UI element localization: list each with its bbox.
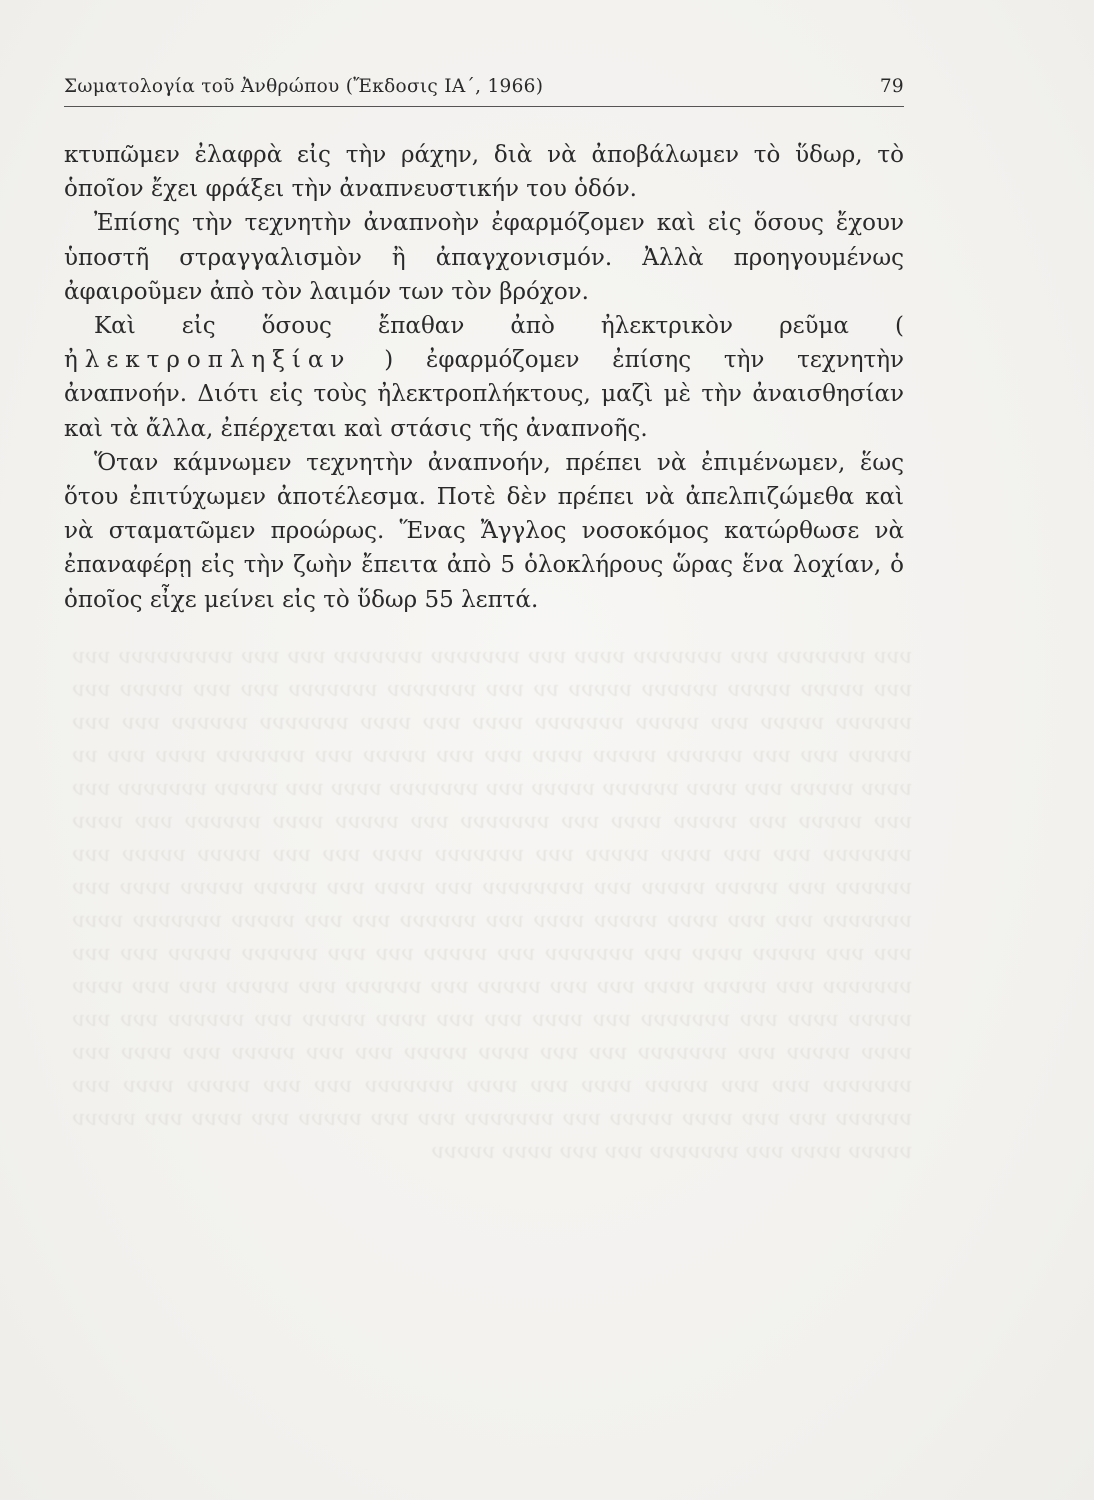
paragraph-3-end: ) ἐφαρμόζομεν ἐπίσης τὴν τεχνητὴν ἀναπνοήν. Διότι εἰς τοὺς ἠλεκτροπλήκτους, μαζὶ μὲ τὴν ἀναισθησίαν καὶ τὰ ἄλλα, ἐπέρχεται καὶ στάσις τῆς ἀναπνοῆς. (64, 347, 905, 442)
paragraph-4: Ὅταν κάμνωμεν τεχνητὴν ἀναπνοήν, πρέπει νὰ ἐπιμένωμεν, ἕως ὅτου ἐπιτύχωμεν ἀποτέλεσμα. Ποτὲ δὲν πρέπει νὰ ἀπελπιζώμεθα καὶ νὰ σταματῶμεν προώρως. Ἕνας Ἄγγλος νοσοκόμος κατώρθωσε νὰ ἐπαναφέρῃ εἰς τὴν ζωὴν ἔπειτα ἀπὸ 5 ὁλοκλήρους ὥρας ἕνα λοχίαν, ὁ ὁποῖος εἶχε μείνει εἰς τὸ ὕδωρ 55 λεπτά. (64, 449, 904, 613)
running-head (64, 72, 904, 104)
spaced-term: ἠλεκτροπληξίαν (64, 347, 352, 374)
running-title: Σωματολογία τοῦ Ἀνθρώπου (Ἔκδοσις ΙΑ΄, 1966) (64, 76, 544, 97)
paragraph-2: Ἐπίσης τὴν τεχνητὴν ἀναπνοὴν ἐφαρμόζομεν καὶ εἰς ὅσους ἔχουν ὑποστῆ στραγγαλισμὸν ἢ ἀπαγχονισμόν. Ἀλλὰ προηγουμένως ἀφαιροῦμεν ἀπὸ τὸν λαιμόν των τὸν βρόχον. (64, 210, 904, 305)
paragraph-3 (64, 309, 904, 446)
page-number: 79 (879, 76, 904, 97)
bleed-through-texture: ννν ννννννν ννν ννννννν νννν ννν ννννννν ννννννν ννν ννν ννννννννν ννν ννν ννννν ννννν νννννν ννννν νν ννν ννννννν ννννννν ννν ννν ννννν ννν νννννν ννννν ννν ννννν ννννννν νννν ννν νννν ννννννν νννννν ννν ννν ννννν ννν ννν νννννν ννννν νννν ννν ννν ννννν ννν ννννννν νννν ννν νν νννν ννννν ννν νννν νννννν ννννν ννν ννννννν νννν ννν ννννν ννννννν ννν ννν ννννν ννν ννννν νννν ννν ννννννν ννν ννννν νννν νννννν ννν νννν ννννννν ννν ννν νννν ννννν ννν ννννννν νννν ννν ννν ννννν ννννν ννν νννννν ννν ννννν ννννν ννν νννννννν ννν νννν ννν ννννν ννννν νννν ννν ννννννν ννν ννν νννν ννννν νννν ννν νννννν ννν ννν ννννν ννννννν νννν ννν ννν ννννν νννν ννν ννννννν ννν ννννν ννν ννν νννννν ννννν ννν ννν ννννννν ννν ννννν νννν ννν ννν ννννν ννν νννννν ννν ννννν ννν ννν νννν ννννν νννν ννν ννννννν ννν νννν ννν ννν νννν ννννν ννν νννννν ννν ννν νννν ννννν ννν ννννννν ννν ννν νννν ννννν ννν ννν ννννν ννν νννν ννν ννννννν ννν ννν ννννν νννν ννν νννν ννννννν ννν ννν ννννν νννν ννν νννννν ννν ννν νννν ννννν ννν ννννννν ννν ννν ννννν ννν νννν ννν ννννν ννννν νννν ννν ννννννν ννν ννν νννν ννννν (72, 644, 912, 1163)
paragraph-3-start: Καὶ εἰς ὅσους ἔπαθαν ἀπὸ ἠλεκτρικὸν ρεῦμα ( (94, 313, 904, 340)
header-rule (64, 106, 904, 107)
body-text (64, 138, 904, 617)
paragraph-1: κτυπῶμεν ἐλαφρὰ εἰς τὴν ράχην, διὰ νὰ ἀποβάλωμεν τὸ ὕδωρ, τὸ ὁποῖον ἔχει φράξει τὴν ἀναπνευστικήν του ὁδόν. (64, 142, 904, 203)
